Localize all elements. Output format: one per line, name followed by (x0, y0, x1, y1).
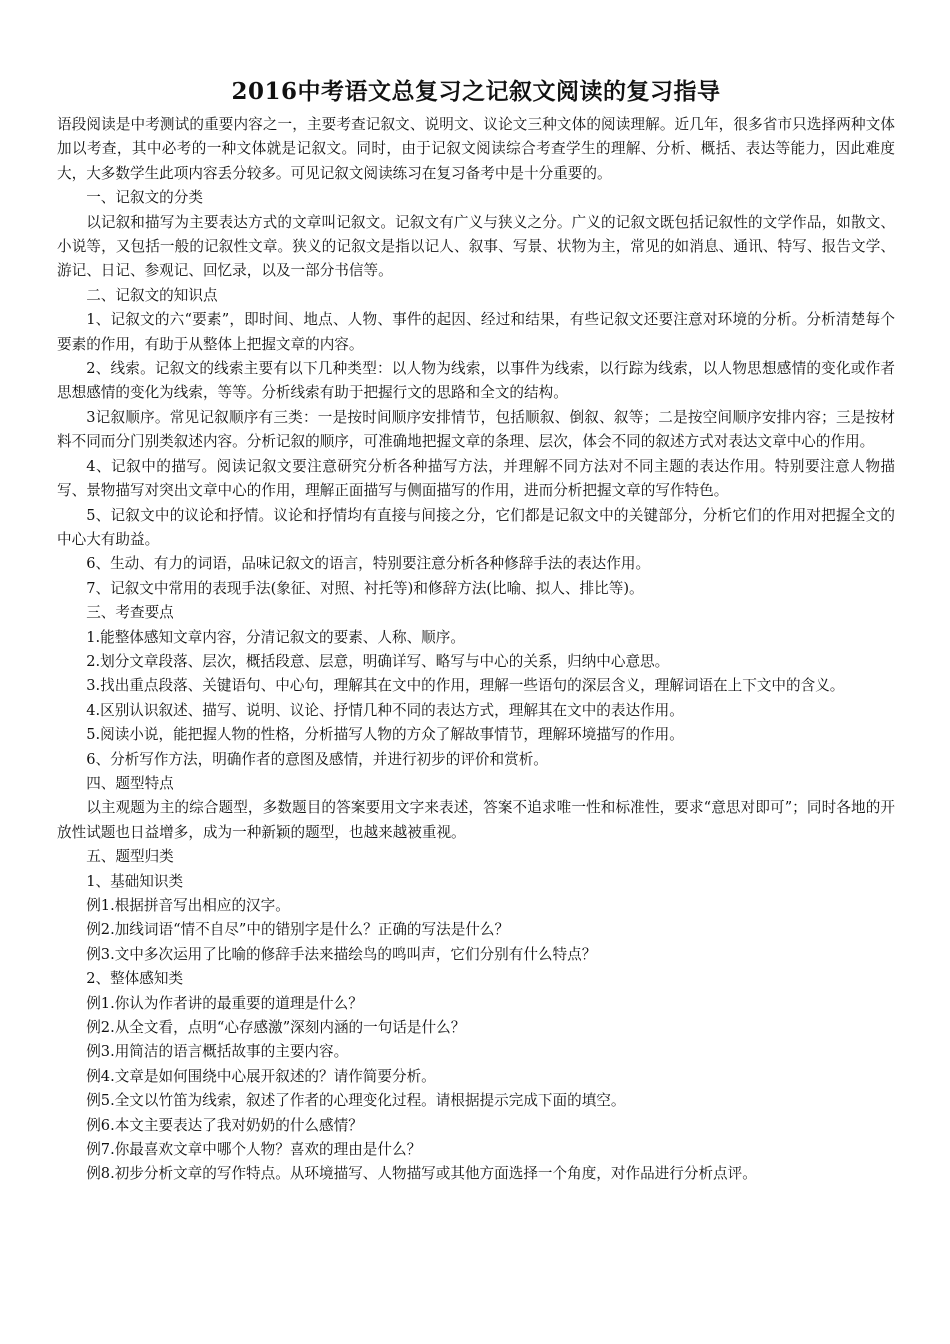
paragraph: 例6.本文主要表达了我对奶奶的什么感情？ (86, 1116, 363, 1134)
paragraph: 三、考查要点 (86, 604, 174, 622)
document-body (57, 113, 895, 1187)
paragraph: 3记叙顺序。常见记叙顺序有三类：一是按时间顺序安排情节，包括顺叙、倒叙、叙等；二是按空间顺序安排内容；三是按材料不同而分门别类叙述内容。分析记叙的顺序，可准确地把握文章的条理、层次，体会不同的叙述方式对表达文章中心的作用。 (57, 408, 895, 451)
paragraph: 5.阅读小说，能把握人物的性格，分析描写人物的方众了解故事情节，理解环境描写的作用。 (86, 726, 684, 744)
paragraph: 例2.加线词语“情不自尽”中的错别字是什么？正确的写法是什么？ (86, 921, 510, 939)
paragraph: 4、记叙中的描写。阅读记叙文要注意研究分析各种描写方法，并理解不同方法对不同主题的表达作用。特别要注意人物描写、景物描写对突出文章中心的作用，理解正面描写与侧面描写的作用，进而分析把握文章的写作特色。 (57, 457, 895, 500)
paragraph: 2、线索。记叙文的线索主要有以下几种类型：以人物为线索，以事件为线索，以行踪为线索，以人物思想感情的变化或作者思想感情的变化为线索，等等。分析线索有助于把握行文的思路和全文的结构。 (57, 360, 895, 402)
document-title: 2016中考语文总复习之记叙文阅读的复习指导 (231, 78, 721, 105)
paragraph: 1、基础知识类 (86, 872, 184, 890)
paragraph: 二、记叙文的知识点 (86, 286, 218, 304)
paragraph: 6、分析写作方法，明确作者的意图及感情，并进行初步的评价和赏析。 (86, 750, 548, 768)
paragraph: 语段阅读是中考测试的重要内容之一，主要考查记叙文、说明文、议论文三种文体的阅读理解。近几年，很多省市只选择两种文体加以考查，其中必考的一种文体就是记叙文。同时，由于记叙文阅读综合考查学生的理解、分析、概括、表达等能力，因此难度大，大多数学生此项内容丢分较多。可见记叙文阅读练习在复习备考中是十分重要的。 (57, 116, 895, 182)
paragraph: 例5.全文以竹笛为线索，叙述了作者的心理变化过程。请根据提示完成下面的填空。 (86, 1092, 626, 1110)
paragraph: 一、记叙文的分类 (86, 189, 203, 207)
paragraph: 例2.从全文看，点明“心存感激”深刻内涵的一句话是什么？ (86, 1019, 466, 1037)
paragraph: 例1.你认为作者讲的最重要的道理是什么？ (86, 994, 363, 1012)
paragraph: 例1.根据拼音写出相应的汉字。 (86, 897, 290, 914)
paragraph: 例3.文中多次运用了比喻的修辞手法来描绘鸟的鸣叫声，它们分别有什么特点？ (86, 945, 597, 963)
paragraph: 1、记叙文的六“要素”，即时间、地点、人物、事件的起因、经过和结果，有些记叙文还要注意对环境的分析。分析清楚每个要素的作用，有助于从整体上把握文章的内容。 (57, 311, 895, 353)
paragraph: 1.能整体感知文章内容，分清记叙文的要素、人称、顺序。 (86, 628, 465, 646)
paragraph: 以主观题为主的综合题型，多数题目的答案要用文字来表述，答案不追求唯一性和标准性，要求“意思对即可”；同时各地的开放性试题也日益增多，成为一种新颖的题型，也越来越被重视。 (57, 799, 895, 841)
paragraph: 例7.你最喜欢文章中哪个人物？喜欢的理由是什么？ (86, 1141, 422, 1159)
paragraph: 3.找出重点段落、关键语句、中心句，理解其在文中的作用，理解一些语句的深层含义，理解词语在上下文中的含义。 (86, 677, 845, 695)
paragraph: 7、记叙文中常用的表现手法(象征、对照、衬托等)和修辞方法(比喻、拟人、排比等)。 (86, 579, 644, 597)
paragraph: 例4.文章是如何围绕中心展开叙述的？请作简要分析。 (86, 1067, 436, 1085)
paragraph: 四、题型特点 (86, 774, 174, 792)
document-page (57, 75, 895, 1187)
paragraph: 2、整体感知类 (86, 970, 184, 988)
paragraph: 5、记叙文中的议论和抒情。议论和抒情均有直接与间接之分，它们都是记叙文中的关键部分，分析它们的作用对把握全文的中心大有助益。 (57, 506, 895, 548)
paragraph: 五、题型归类 (86, 848, 174, 866)
paragraph: 6、生动、有力的词语，品味记叙文的语言，特别要注意分析各种修辞手法的表达作用。 (86, 555, 651, 573)
paragraph: 4.区别认识叙述、描写、说明、议论、抒情几种不同的表达方式，理解其在文中的表达作用。 (86, 701, 684, 719)
paragraph: 以记叙和描写为主要表达方式的文章叫记叙文。记叙文有广义与狭义之分。广义的记叙文既包括记叙性的文学作品，如散文、小说等，又包括一般的记叙性文章。狭义的记叙文是指以记人、叙事、写景、状物为主，常见的如消息、通讯、特写、报告文学、游记、日记、参观记、回忆录，以及一部分书信等。 (57, 213, 895, 280)
paragraph: 例3.用简洁的语言概括故事的主要内容。 (86, 1043, 349, 1061)
paragraph: 2.划分文章段落、层次，概括段意、层意，明确详写、略写与中心的关系，归纳中心意思。 (86, 652, 670, 670)
paragraph: 例8.初步分析文章的写作特点。从环境描写、人物描写或其他方面选择一个角度，对作品进行分析点评。 (86, 1165, 757, 1183)
